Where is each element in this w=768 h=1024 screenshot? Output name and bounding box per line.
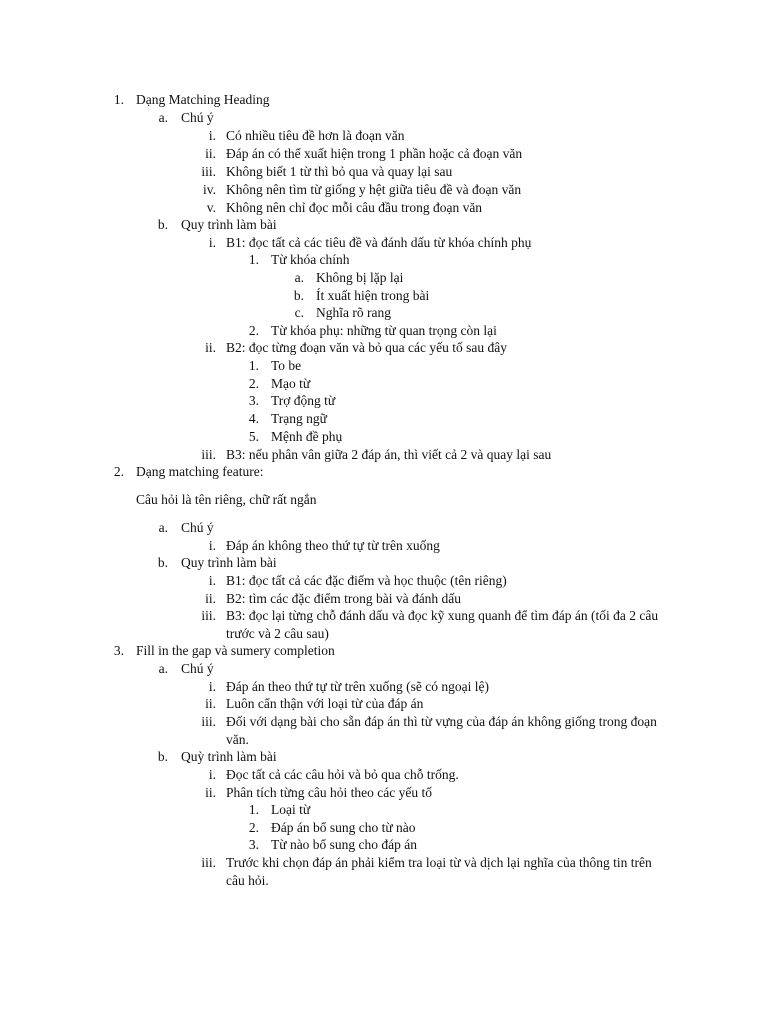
list-item [0,463,768,481]
list-marker: i. [208,767,216,782]
list-text: B3: nếu phân vân giữa 2 đáp án, thì viết cả 2 và quay lại sau [226,447,552,462]
list-marker: 2. [113,464,124,479]
list-item [0,375,768,393]
list-item [0,145,768,163]
list-text: Quỳ trình làm bài [181,749,277,764]
list-text: Trạng ngữ [271,411,327,426]
list-marker: 1. [248,358,259,373]
list-marker: a. [158,520,168,535]
list-item [0,537,768,555]
list-item [0,109,768,127]
list-text: B1: đọc tất cả các đặc điểm và học thuộc (tên riêng) [226,573,507,588]
list-marker: 3. [248,393,259,408]
list-text: Không biết 1 từ thì bỏ qua và quay lại sau [226,164,453,179]
list-item [0,322,768,340]
list-item [0,819,768,837]
list-text: trước và 2 câu sau) [226,626,329,641]
section-heading: Fill in the gap và sumery completion [136,643,335,658]
list-item [0,91,768,109]
list-text: B3: đọc lại từng chỗ đánh dấu và đọc kỹ xung quanh để tìm đáp án (tối đa 2 câu [226,608,659,623]
list-marker: a. [158,661,168,676]
list-text: Đáp án không theo thứ tự từ trên xuống [226,538,440,553]
list-item [0,199,768,217]
list-item [0,766,768,784]
list-text: Đáp án bổ sung cho từ nào [271,820,416,835]
list-item [0,801,768,819]
list-marker: 2. [248,376,259,391]
list-item [0,713,768,731]
paragraph [0,491,768,509]
list-item [0,660,768,678]
list-item [0,163,768,181]
list-text: B2: đọc từng đoạn văn và bỏ qua các yếu tố sau đây [226,340,507,355]
list-text: câu hỏi. [226,873,269,888]
list-marker: 3. [248,837,259,852]
list-item [0,836,768,854]
list-text: Phân tích từng câu hỏi theo các yếu tố [226,785,433,800]
list-item [0,784,768,802]
list-item [0,339,768,357]
list-text: Chú ý [181,661,214,676]
list-marker: 1. [248,802,259,817]
list-item [0,127,768,145]
list-item [0,357,768,375]
list-marker: b. [157,217,168,232]
list-item-continuation [0,625,768,643]
list-text: văn. [226,732,249,747]
list-item [0,287,768,305]
list-item-continuation [0,872,768,890]
list-item [0,554,768,572]
list-marker: iii. [201,164,216,179]
list-text: Trợ động từ [271,393,336,408]
list-item [0,678,768,696]
list-item [0,572,768,590]
list-text: Nghĩa rõ rang [316,305,391,320]
list-text: Không nên tìm từ giống y hệt giữa tiêu đề và đoạn văn [226,182,522,197]
list-text: Từ khóa phụ: những từ quan trọng còn lại [271,323,497,338]
list-marker: i. [208,538,216,553]
list-item-continuation [0,731,768,749]
list-marker: 4. [248,411,259,426]
list-marker: iii. [201,447,216,462]
list-marker: 2. [248,820,259,835]
list-marker: a. [294,270,304,285]
list-marker: iii. [201,714,216,729]
list-text: Không bị lặp lại [316,270,404,285]
list-marker: 3. [113,643,124,658]
list-marker: c. [294,305,304,320]
list-item [0,748,768,766]
list-marker: i. [208,573,216,588]
list-text: Đáp án có thể xuất hiện trong 1 phần hoặc cả đoạn văn [226,146,523,161]
list-marker: iii. [201,855,216,870]
list-marker: v. [206,200,216,215]
list-text: Mệnh đề phụ [271,429,343,444]
list-item [0,446,768,464]
section-heading: Dạng matching feature: [136,464,264,479]
list-item [0,642,768,660]
list-item [0,216,768,234]
list-item [0,234,768,252]
list-item [0,428,768,446]
list-marker: ii. [205,340,216,355]
list-item [0,392,768,410]
list-marker: b. [293,288,304,303]
list-text: Luôn cẩn thận với loại từ của đáp án [226,696,424,711]
list-text: To be [271,358,302,373]
list-text: Loại từ [271,802,311,817]
list-text: Từ nào bổ sung cho đáp án [271,837,418,852]
list-marker: i. [208,128,216,143]
list-text: Trước khi chọn đáp án phải kiểm tra loại từ và dịch lại nghĩa của thông tin trên [226,855,652,870]
paragraph-text: Câu hỏi là tên riêng, chữ rất ngắn [136,492,317,507]
list-marker: ii. [205,785,216,800]
list-item [0,519,768,537]
section-heading: Dạng Matching Heading [136,92,270,107]
list-item [0,607,768,625]
list-text: Mạo từ [271,376,311,391]
list-marker: 1. [113,92,124,107]
list-text: Ít xuất hiện trong bài [316,288,430,303]
list-item [0,410,768,428]
list-marker: 5. [248,429,259,444]
list-text: Đọc tất cả các câu hỏi và bỏ qua chỗ trống. [226,767,459,782]
list-text: Có nhiều tiêu đề hơn là đoạn văn [226,128,405,143]
list-marker: iii. [201,608,216,623]
list-text: Từ khóa chính [271,252,350,267]
list-text: B2: tìm các đặc điểm trong bài và đánh dấu [226,591,462,606]
list-marker: b. [157,555,168,570]
list-text: B1: đọc tất cả các tiêu đề và đánh dấu từ khóa chính phụ [226,235,532,250]
list-marker: 2. [248,323,259,338]
list-marker: a. [158,110,168,125]
list-item [0,269,768,287]
list-marker: ii. [205,696,216,711]
list-text: Không nên chỉ đọc mỗi câu đầu trong đoạn văn [226,200,483,215]
list-text: Đối với dạng bài cho sẵn đáp án thì từ vựng của đáp án không giống trong đoạn [226,714,657,729]
list-marker: ii. [205,591,216,606]
list-marker: ii. [205,146,216,161]
list-item [0,251,768,269]
list-marker: b. [157,749,168,764]
list-item [0,854,768,872]
list-item [0,695,768,713]
list-item [0,590,768,608]
list-text: Quy trình làm bài [181,217,277,232]
list-text: Chú ý [181,110,214,125]
list-marker: iv. [203,182,216,197]
list-item [0,304,768,322]
list-marker: i. [208,235,216,250]
list-marker: i. [208,679,216,694]
list-marker: 1. [248,252,259,267]
list-text: Chú ý [181,520,214,535]
list-text: Đáp án theo thứ tự từ trên xuống (sẽ có ngoại lệ) [226,679,490,694]
list-text: Quy trình làm bài [181,555,277,570]
list-item [0,181,768,199]
